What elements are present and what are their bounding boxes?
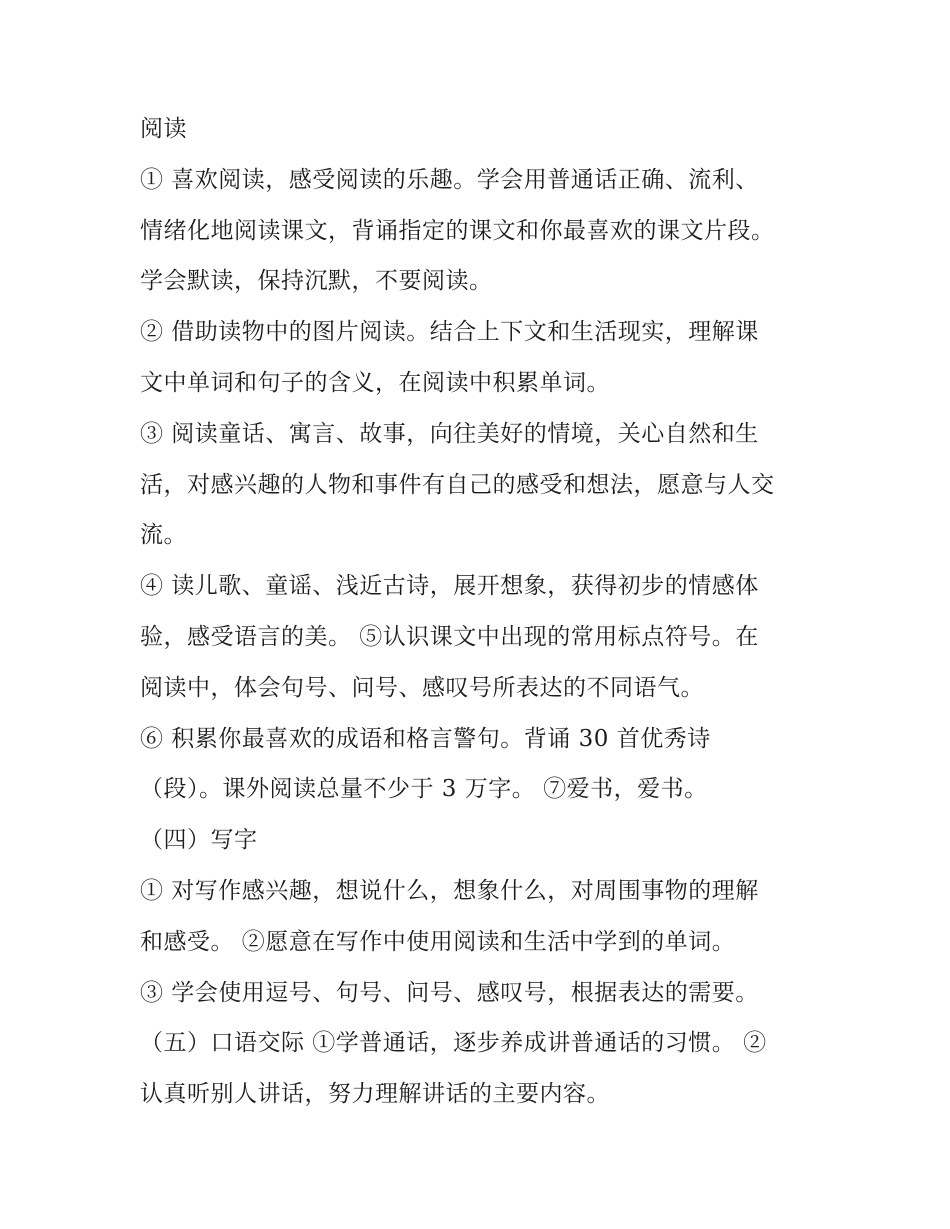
section-heading-reading: 阅读: [140, 116, 187, 142]
text-line: ① 喜欢阅读，感受阅读的乐趣。学会用普通话正确、流利、: [140, 166, 759, 193]
text-line: ③ 阅读童话、寓言、故事，向往美好的情境，关心自然和生: [140, 420, 759, 447]
text-line: 活，对感兴趣的人物和事件有自己的感受和想法，愿意与人交: [140, 471, 775, 498]
text-line: 和感受。 ②愿意在写作中使用阅读和生活中学到的单词。: [140, 928, 736, 955]
text-line: 阅读中，体会句号、问号、感叹号所表达的不同语气。: [140, 674, 704, 701]
document-body: [140, 104, 830, 1120]
text-line: ③ 学会使用逗号、句号、问号、感叹号，根据表达的需要。: [140, 979, 759, 1006]
text-line: 认真听别人讲话，努力理解讲话的主要内容。: [140, 1081, 610, 1108]
text-line: 文中单词和句子的含义，在阅读中积累单词。: [140, 369, 610, 396]
text-line: ④ 读儿歌、童谣、浅近古诗，展开想象，获得初步的情感体: [140, 573, 759, 600]
text-line: ② 借助读物中的图片阅读。结合上下文和生活现实，理解课: [140, 319, 759, 346]
text-line: 验，感受语言的美。 ⑤认识课文中出现的常用标点符号。在: [140, 623, 759, 650]
text-line: ① 对写作感兴趣，想说什么，想象什么，对周围事物的理解: [140, 877, 759, 904]
text-line: 学会默读，保持沉默，不要阅读。: [140, 268, 493, 295]
text-line: ⑥ 积累你最喜欢的成语和格言警句。背诵 30 首优秀诗: [140, 725, 711, 752]
text-line: 情绪化地阅读课文，背诵指定的课文和你最喜欢的课文片段。: [140, 217, 775, 244]
text-line: （段）。课外阅读总量不少于 3 万字。 ⑦爱书，爱书。: [140, 776, 708, 803]
section-heading-writing: （四）写字: [140, 827, 258, 854]
text-line: （五）口语交际 ①学普通话，逐步养成讲普通话的习惯。 ②: [140, 1030, 767, 1057]
text-line: 流。: [140, 522, 187, 549]
